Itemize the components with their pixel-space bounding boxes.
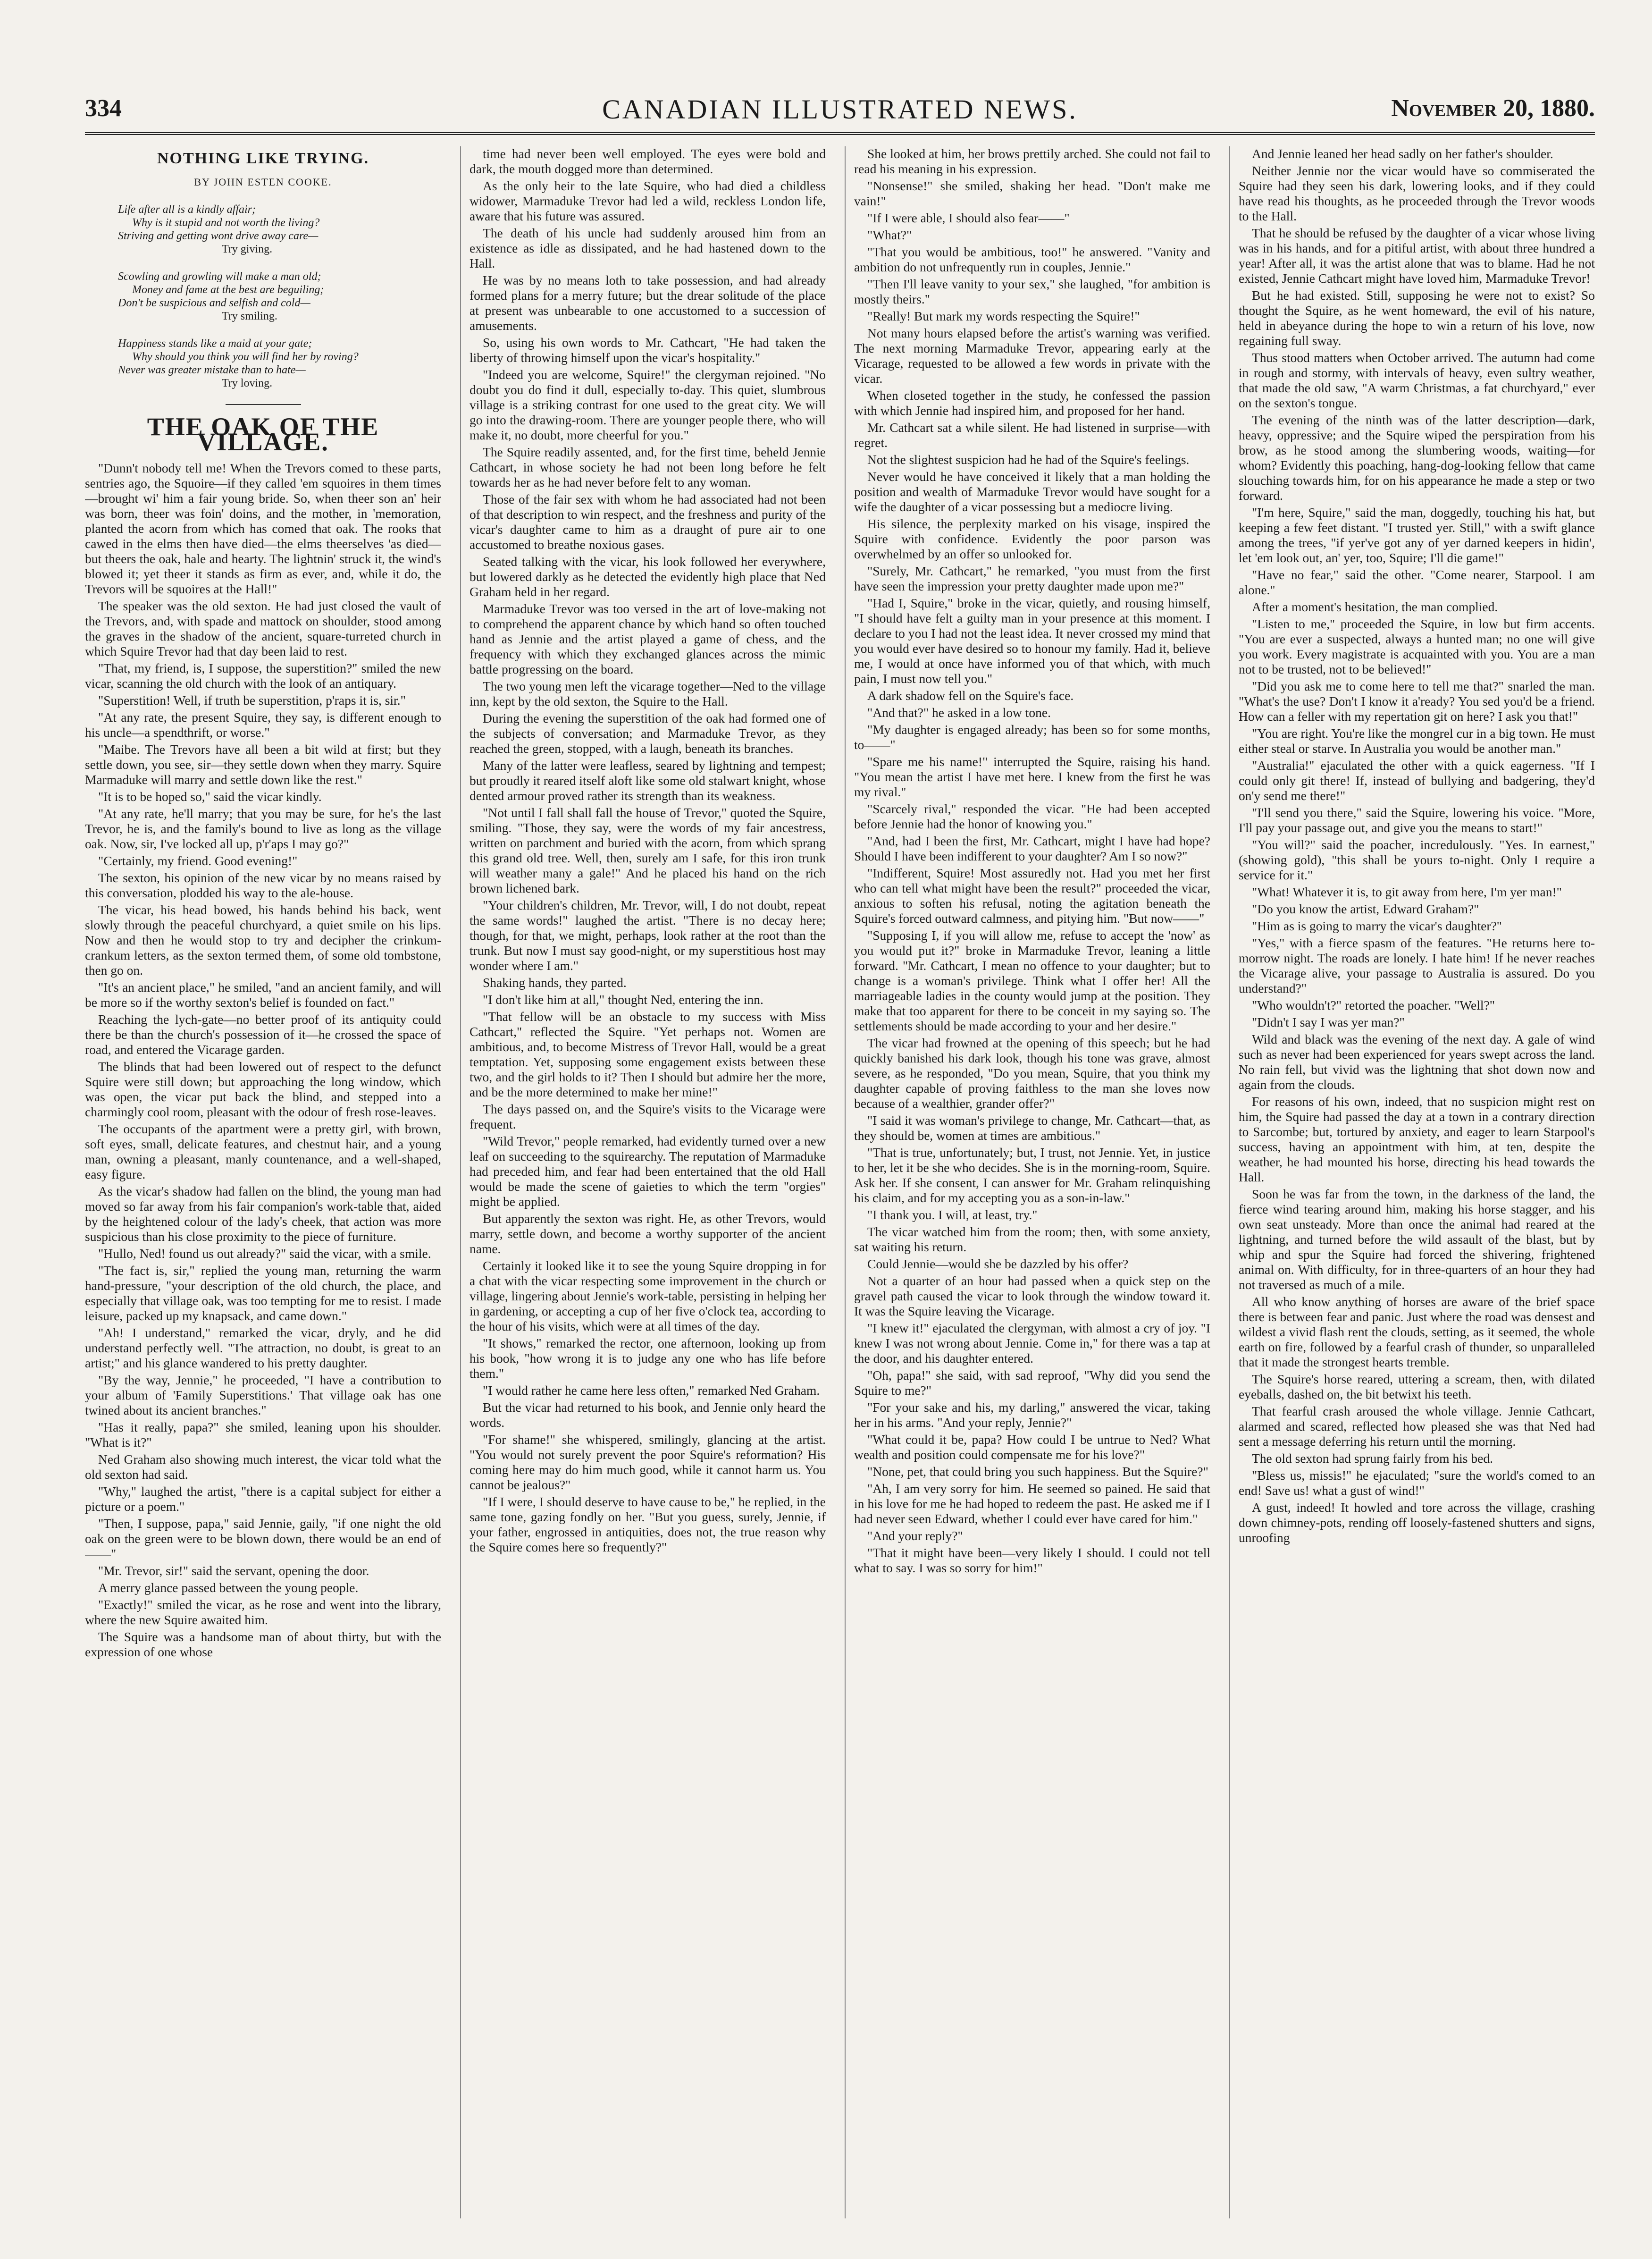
paragraph: "Why," laughed the artist, "there is a capital subject for either a picture or a poem." (85, 1484, 441, 1514)
paragraph: time had never been well employed. The eyes were bold and dark, the mouth dogged more than determined. (470, 146, 826, 176)
paragraph: "Has it really, papa?" she smiled, leaning upon his shoulder. "What is it?" (85, 1420, 441, 1450)
paragraph: "I would rather he came here less often," remarked Ned Graham. (483, 1383, 820, 1398)
paragraph: "Your children's children, Mr. Trevor, will, I do not doubt, repeat the same words!" laughed the artist. "There is no decay here; though, for that, we might, perhaps, look rather at the root than the trunk. But now I must say good-night, or my superstitious host may wonder where I am." (470, 898, 826, 973)
poem-line: Scowling and growling will make a man old; (118, 270, 321, 283)
paragraph: "Supposing I, if you will allow me, refuse to accept the 'now' as you would put it?" broke in Marmaduke Trevor, leaning a little forward. "Mr. Cathcart, I mean no offence to your daughter; but to change is a woman's privilege. Think what I offer her! All the marriageable ladies in the county would jump at the position. They make that too apparent for there to be conceit in my saying so. The settlements should be made according to your and her desire." (854, 928, 1210, 1033)
paragraph: "Dunn't nobody tell me! When the Trevors comed to these parts, sentries ago, the Squoire—if they called 'em squoires in them times—brought wi' him a fair young bride. So, when theer son an' heir was born, theer was foin' doins, and the mother, in 'memoration, planted the acorn from which has comed that oak. The rooks that cawed in the elms then have died—the elms theerselves 'as died—but theers the oak, hale and hearty. The lightnin' struck it, the wind's blowed it; yet theer it stands as firm as ever, and, while it do, the Trevors will be squoires at the Hall!" (85, 461, 441, 596)
paragraph: "It shows," remarked the rector, one afternoon, looking up from his book, "how wrong it is to judge any one who has life before them." (470, 1336, 826, 1381)
paragraph: "Exactly!" smiled the vicar, as he rose and went into the library, where the new Squire awaited him. (85, 1597, 441, 1627)
paragraph: Not many hours elapsed before the artist's warning was verified. The next morning Marmaduke Trevor, appearing early at the Vicarage, requested to be allowed a few words in private with the vicar. (854, 326, 1210, 386)
poem-line: Money and fame at the best are beguiling; (132, 284, 324, 296)
paragraph: "Ah! I understand," remarked the vicar, dryly, and he did understand perfectly well. "The attraction, no doubt, is great to an artist;" and his glance wandered to his pretty daughter. (85, 1325, 441, 1370)
paragraph: Seated talking with the vicar, his look followed her everywhere, but lowered darkly as he detected the evidently high place that Ned Graham held in her regard. (470, 554, 826, 599)
paragraph: "If I were able, I should also fear——" (867, 211, 1070, 225)
paragraph: "Hullo, Ned! found us out already?" said the vicar, with a smile. (98, 1246, 431, 1261)
newspaper-page (85, 90, 1595, 2223)
masthead (85, 90, 1595, 135)
poem-stanza (118, 270, 441, 323)
paragraph: "Oh, papa!" she said, with sad reproof, "Why did you send the Squire to me?" (854, 1368, 1210, 1398)
paragraph: "Scarcely rival," responded the vicar. "He had been accepted before Jennie had the honor of knowing you." (854, 801, 1210, 831)
paragraph: "I knew it!" ejaculated the clergyman, with almost a cry of joy. "I knew I was not wrong about Jennie. Come in," for there was a tap at the door, and his daughter entered. (854, 1321, 1210, 1366)
paragraph: The two young men left the vicarage together—Ned to the village inn, kept by the old sexton, the Squire to the Hall. (470, 679, 826, 708)
poem-line: Don't be suspicious and selfish and cold— (118, 297, 310, 309)
paragraph: "I'm here, Squire," said the man, doggedly, touching his hat, but keeping a few feet distant. "I trusted yer. Still," with a swift glance among the trees, "if yer've got any of yer darned keepers in hidin', let 'em look out, an' yer, too, Squire; I'll die game!" (1239, 505, 1595, 565)
paragraph: Not the slightest suspicion had he had of the Squire's feelings. (867, 452, 1190, 467)
paragraph: "I thank you. I will, at least, try." (867, 1207, 1038, 1222)
poem-stanza (118, 337, 441, 390)
column-1 (85, 146, 441, 2218)
column-2 (460, 146, 826, 2218)
poem-line: Why should you think you will find her by roving? (132, 351, 359, 363)
paragraph: "For your sake and his, my darling," answered the vicar, taking her in his arms. "And your reply, Jennie?" (854, 1400, 1210, 1430)
paragraph: The Squire's horse reared, uttering a scream, then, with dilated eyeballs, dashed on, the bit betwixt his teeth. (1239, 1372, 1595, 1401)
paragraph: "Him as is going to marry the vicar's daughter?" (1252, 919, 1502, 933)
paragraph: A dark shadow fell on the Squire's face. (867, 688, 1074, 703)
paragraph: "For shame!" she whispered, smilingly, glancing at the artist. "You would not surely prevent the poor Squire's reformation? His coming here may do him much good, while it cannot harm us. You cannot be jealous?" (470, 1432, 826, 1492)
poem-line: Try smiling. (222, 310, 277, 322)
paragraph: Shaking hands, they parted. (483, 975, 627, 990)
paragraph: The blinds that had been lowered out of respect to the defunct Squire were still down; but approaching the long window, which was open, the vicar put back the blind, and stepped into a charmingly cool room, pleasant with the odour of fresh rose-leaves. (85, 1059, 441, 1119)
paragraph: "And that?" he asked in a low tone. (867, 705, 1051, 720)
poem-line: Striving and getting wont drive away care— (118, 230, 319, 242)
paragraph: "Surely, Mr. Cathcart," he remarked, "you must from the first have seen the impression your pretty daughter made upon me?" (854, 564, 1210, 593)
paragraph: "My daughter is engaged already; has been so for some months, to——" (854, 722, 1210, 752)
paragraph: The Squire readily assented, and, for the first time, beheld Jennie Cathcart, in whose society he had not been long before he felt towards her as he had never before felt to any woman. (470, 445, 826, 489)
paragraph: "Bless us, missis!" he ejaculated; "sure the world's comed to an end! Save us! what a gust of wind!" (1239, 1468, 1595, 1498)
paragraph: The Squire was a handsome man of about thirty, but with the expression of one whose (85, 1629, 441, 1659)
paragraph: Ned Graham also showing much interest, the vicar told what the old sexton had said. (85, 1452, 441, 1482)
paragraph: The old sexton had sprung fairly from his bed. (1252, 1451, 1493, 1466)
paragraph: "And your reply?" (867, 1528, 963, 1543)
paragraph: "Indifferent, Squire! Most assuredly not. Had you met her first who can tell what might have been the result?" proceeded the vicar, anxious to soften his refusal, noting the agitation beneath the Squire's forced outward calmness, and pitying him. "But now——" (854, 866, 1210, 926)
paragraph: Soon he was far from the town, in the darkness of the land, the fierce wind tearing around him, making his horse stagger, and his own seat unsteady. More than once the animal had reared at the lightning, and turned before the wild assault of the blast, but by whip and spur the Squire had forced the shivering, frightened animal on. With difficulty, for in three-quarters of an hour they had not traversed as much of a mile. (1239, 1187, 1595, 1292)
paragraph: During the evening the superstition of the oak had formed one of the subjects of conversation; and Marmaduke Trevor, as they reached the green, stopped, with a laugh, beneath its branches. (470, 711, 826, 756)
paragraph: The days passed on, and the Squire's visits to the Vicarage were frequent. (470, 1102, 826, 1131)
divider (226, 404, 301, 405)
paragraph: "Yes," with a fierce spasm of the features. "He returns here to-morrow night. The roads are lonely. I hate him! If he never reaches the Vicarage alive, your passage to Australia is assured. Do you understand?" (1239, 936, 1595, 995)
paragraph: "That is true, unfortunately; but, I trust, not Jennie. Yet, in justice to her, let it be she who decides. She is in the morning-room, Squire. Ask her. If she consent, I can answer for Mr. Graham relinquishing his claim, and for my accepting you as a son-in-law." (854, 1145, 1210, 1205)
paragraph: "Certainly, my friend. Good evening!" (98, 853, 298, 868)
paragraph: The evening of the ninth was of the latter description—dark, heavy, oppressive; and the Squire wiped the perspiration from his brow, as he stood among the slumbering woods, waiting—for whom? Evidently this poaching, hang-dog-looking fellow that came slouching towards him, for on his appearance he made a step or two forward. (1239, 413, 1595, 503)
poem-line: Why is it stupid and not worth the living? (132, 217, 320, 229)
paragraph: But apparently the sexton was right. He, as other Trevors, would marry, settle down, and become a worthy supporter of the ancient name. (470, 1211, 826, 1256)
paragraph: "What?" (867, 228, 912, 242)
column-3 (845, 146, 1210, 2218)
paragraph: "Didn't I say I was yer man?" (1252, 1015, 1405, 1029)
paragraph: "I don't like him at all," thought Ned, entering the inn. (483, 992, 763, 1007)
paragraph: She looked at him, her brows prettily arched. She could not fail to read his meaning in his expression. (854, 146, 1210, 176)
paragraph: He was by no means loth to take possession, and had already formed plans for a merry future; but the drear solitude of the place at present was unbearable to one accustomed to a succession of amusements. (470, 273, 826, 333)
paragraph: The occupants of the apartment were a pretty girl, with brown, soft eyes, small, delicate features, and chestnut hair, and a young man, owning a pleasant, manly countenance, and a well-shaped, easy figure. (85, 1121, 441, 1181)
poem-line: Try giving. (222, 243, 273, 255)
paragraph: The speaker was the old sexton. He had just closed the vault of the Trevors, and, with spade and mattock on shoulder, stood among the graves in the shadow of the ancient, square-turreted church in which Squire Trevor had that day been laid to rest. (85, 598, 441, 658)
paragraph: "At any rate, the present Squire, they say, is different enough to his uncle—a spendthrift, or worse." (85, 710, 441, 740)
paragraph: "Did you ask me to come here to tell me that?" snarled the man. "What's the use? Don't I know it a'ready? You sed you'd be a friend. How can a feller with my repertation git on here? I ask you that!" (1239, 679, 1595, 724)
paragraph: Marmaduke Trevor was too versed in the art of love-making not to comprehend the apparent chance by which hand so often touched hand as Jennie and the artist played a game of chess, and the frequency with which they exchanged glances across the mimic battle progressing on the board. (470, 601, 826, 676)
paragraph: The vicar watched him from the room; then, with some anxiety, sat waiting his return. (854, 1224, 1210, 1254)
paragraph: "Mr. Trevor, sir!" said the servant, opening the door. (98, 1563, 369, 1578)
paragraph: A merry glance passed between the young people. (98, 1580, 359, 1595)
paragraph: "What! Whatever it is, to git away from here, I'm yer man!" (1252, 885, 1562, 899)
paragraph: Certainly it looked like it to see the young Squire dropping in for a chat with the vicar respecting some improvement in the church or village, lingering about Jennie's work-table, persisting in helping her in gardening, or accepting a cup of her five o'clock tea, according to the hour of his visits, which were at all times of the day. (470, 1258, 826, 1333)
paragraph: "None, pet, that could bring you such happiness. But the Squire?" (867, 1464, 1208, 1479)
paragraph: A gust, indeed! It howled and tore across the village, crashing down chimney-pots, rending off loosely-fastened shutters and signs, unroofing (1239, 1500, 1595, 1545)
paragraph: "I said it was woman's privilege to change, Mr. Cathcart—that, as they should be, women at times are ambitious." (854, 1113, 1210, 1143)
article-columns (85, 146, 1595, 2218)
paragraph: "Wild Trevor," people remarked, had evidently turned over a new leaf on succeeding to the squirearchy. The reputation of Marmaduke had preceded him, and fear had been entertained that the old Hall would be made the scene of gaieties to which the term "orgies" might be applied. (470, 1134, 826, 1209)
paragraph: When closeted together in the study, he confessed the passion with which Jennie had inspired him, and proposed for her hand. (854, 388, 1210, 418)
paragraph: "At any rate, he'll marry; that you may be sure, for he's the last Trevor, he is, and the family's bound to live as long as the village oak. Now, sir, I've locked all up, p'r'aps I may go?" (85, 806, 441, 851)
paragraph: "Really! But mark my words respecting the Squire!" (867, 309, 1140, 323)
paragraph: "That you would be ambitious, too!" he answered. "Vanity and ambition do not unfrequently run in couples, Jennie." (854, 244, 1210, 274)
paragraph: "Then I'll leave vanity to your sex," she laughed, "for ambition is mostly theirs." (854, 277, 1210, 306)
poem-line: Life after all is a kindly affair; (118, 203, 256, 216)
paragraph: Thus stood matters when October arrived. The autumn had come in rough and stormy, with intervals of heavy, even sultry weather, that made the old saw, "A warm Christmas, a fat churchyard," ever on the sexton's tongue. (1239, 350, 1595, 410)
paragraph: Never would he have conceived it likely that a man holding the position and wealth of Marmaduke Trevor would have sought for a wife the daughter of a vicar possessing but a mediocre living. (854, 469, 1210, 514)
poem-body (85, 203, 441, 390)
paragraph: But he had existed. Still, supposing he were not to exist? So thought the Squire, as he went homeward, the evil of his nature, held in abeyance during the hope to win a return of his love, now regaining full sway. (1239, 288, 1595, 348)
paragraph: "Australia!" ejaculated the other with a quick eagerness. "If I could only git there! If, instead of bullying and badgering, they'd on'y send me there!" (1239, 758, 1595, 803)
story-title: THE OAK OF THE VILLAGE. (147, 413, 379, 456)
paragraph: "If I were, I should deserve to have cause to be," he replied, in the same tone, gazing fondly on her. "But you guess, surely, Jennie, if your father, engrossed in antiquities, does not, the true reason why the Squire comes here so frequently?" (470, 1494, 826, 1554)
column-4-text (1239, 146, 1595, 1545)
paragraph: But the vicar had returned to his book, and Jennie only heard the words. (470, 1400, 826, 1430)
paragraph: "That it might have been—very likely I should. I could not tell what to say. I was so sorry for him!" (854, 1545, 1210, 1575)
column-1-text (85, 461, 441, 1660)
paragraph: "Have no fear," said the other. "Come nearer, Starpool. I am alone." (1239, 567, 1595, 597)
poem-author: BY JOHN ESTEN COOKE. (194, 176, 332, 188)
paragraph: After a moment's hesitation, the man complied. (1252, 599, 1498, 614)
paragraph: "Maibe. The Trevors have all been a bit wild at first; but they settle down, you see, sir—they settle down when they marry. Squire Marmaduke will marry and settle down like the rest." (85, 742, 441, 787)
column-3-text (854, 146, 1210, 1576)
paragraph: "And, had I been the first, Mr. Cathcart, might I have had hope? Should I have been indifferent to your daughter? Am I so now?" (854, 834, 1210, 863)
paragraph: "I'll send you there," said the Squire, lowering his voice. "More, I'll pay your passage out, and give you the means to start!" (1239, 805, 1595, 835)
paragraph: "Not until I fall shall fall the house of Trevor," quoted the Squire, smiling. "Those, they say, were the words of my fair ancestress, written on parchment and buried with the acorn, from which sprang this grand old tree. Well, then, surely am I safe, for this iron trunk will weather many a gale!" And he placed his hand on the rich brown lichened bark. (470, 805, 826, 895)
paragraph: "It is to be hoped so," said the vicar kindly. (98, 789, 322, 804)
paragraph: Mr. Cathcart sat a while silent. He had listened in surprise—with regret. (854, 420, 1210, 450)
paragraph: Not a quarter of an hour had passed when a quick step on the gravel path caused the vicar to look through the window toward it. It was the Squire leaving the Vicarage. (854, 1273, 1210, 1318)
poem-line: Happiness stands like a maid at your gate; (118, 337, 312, 350)
paragraph: All who know anything of horses are aware of the brief space there is between fear and panic. Just where the road was densest and wildest a vivid flash rent the clouds, setting, as it seemed, the whole earth on fire, followed by a fearful crash of thunder, so unparalleled that it made the strongest hearts tremble. (1239, 1294, 1595, 1369)
poem-title: NOTHING LIKE TRYING. (157, 150, 369, 167)
paragraph: Wild and black was the evening of the next day. A gale of wind such as never had been experienced for years swept across the land. No rain fell, but vivid was the lightning that shot down now and again from the clouds. (1239, 1032, 1595, 1092)
paragraph: The death of his uncle had suddenly aroused him from an existence as idle as dissipated, and he had hastened down to the Hall. (470, 226, 826, 270)
column-4 (1229, 146, 1595, 2218)
paragraph: "Do you know the artist, Edward Graham?" (1252, 902, 1479, 916)
paragraph: "Ah, I am very sorry for him. He seemed so pained. He said that in his love for me he had hoped to redeem the past. He asked me if I had never seen Edward, whether I could ever have cared for him." (854, 1481, 1210, 1526)
paragraph: So, using his own words to Mr. Cathcart, "He had taken the liberty of throwing himself upon the vicar's hospitality." (470, 335, 826, 365)
paragraph: The sexton, his opinion of the new vicar by no means raised by this conversation, plodded his way to the ale-house. (85, 870, 441, 900)
paragraph: And Jennie leaned her head sadly on her father's shoulder. (1252, 146, 1553, 161)
paragraph: That fearful crash aroused the whole village. Jennie Cathcart, alarmed and scared, reflected how pleased she was that Ned had sent a message deferring his return until the morning. (1239, 1404, 1595, 1449)
paragraph: "Who wouldn't?" retorted the poacher. "Well?" (1252, 998, 1495, 1012)
poem-stanza (118, 203, 441, 256)
paragraph: Neither Jennie nor the vicar would have so commiserated the Squire had they seen his dark, lowering looks, and if they could have read his thoughts, as he proceeded through the Trevor woods to the Hall. (1239, 163, 1595, 223)
paragraph: That he should be refused by the daughter of a vicar whose living was in his hands, and for a pitiful artist, with about three hundred a year! After all, it was the artist alone that was to blame. Had he not existed, Jennie Cathcart might have loved him, Marmaduke Trevor! (1239, 226, 1595, 286)
paragraph: "Then, I suppose, papa," said Jennie, gaily, "if one night the old oak on the green were to be blown down, there would be an end of——" (85, 1516, 441, 1561)
paragraph: The vicar had frowned at the opening of this speech; but he had quickly banished his dark look, though his tone was grave, almost severe, as he responded, "Do you mean, Squire, that you think my daughter capable of proving faithless to the man she loves now because of a wealthier, grander offer?" (854, 1036, 1210, 1111)
paragraph: "Nonsense!" she smiled, shaking her head. "Don't make me vain!" (854, 178, 1210, 208)
paragraph: "You will?" said the poacher, incredulously. "Yes. In earnest," (showing gold), "this shall be yours to-night. Only I require a service for it." (1239, 837, 1595, 882)
paragraph: "You are right. You're like the mongrel cur in a big town. He must either steal or starve. In Australia you would be another man." (1239, 726, 1595, 756)
paragraph: The vicar, his head bowed, his hands behind his back, went slowly through the peaceful churchyard, a quiet smile on his lips. Now and then he would stop to try and decipher the crinkum-crankum letters, as the sexton termed them, of some old tombstone, then go on. (85, 902, 441, 978)
page-number: 334 (85, 95, 122, 122)
paragraph: "That, my friend, is, I suppose, the superstition?" smiled the new vicar, scanning the old church with the look of an antiquary. (85, 661, 441, 691)
paragraph: Those of the fair sex with whom he had associated had not been of that description to win respect, and the freshness and purity of the vicar's daughter came to him as a draught of pure air to one accustomed to breathe noxious gases. (470, 492, 826, 552)
issue-date: November 20, 1880. (1391, 95, 1595, 122)
paragraph: "What could it be, papa? How could I be untrue to Ned? What wealth and position could compensate me for his love?" (854, 1432, 1210, 1462)
paragraph: "The fact is, sir," replied the young man, returning the warm hand-pressure, "your description of the old church, the place, and especially that village oak, was too tempting for me to resist. I made leisure, packed up my knapsack, and came down." (85, 1263, 441, 1323)
paragraph: Reaching the lych-gate—no better proof of its antiquity could there be than the church's possession of it—he crossed the space of road, and entered the Vicarage garden. (85, 1012, 441, 1057)
poem-line: Try loving. (222, 377, 273, 389)
paragraph: "Spare me his name!" interrupted the Squire, raising his hand. "You mean the artist I have met here. I knew from the first he was my rival." (854, 754, 1210, 799)
column-2-text (470, 146, 826, 1555)
paragraph: Could Jennie—would she be dazzled by his offer? (867, 1256, 1129, 1271)
paragraph: As the only heir to the late Squire, who had died a childless widower, Marmaduke Trevor had led a wild, reckless London life, aware that his future was assured. (470, 178, 826, 223)
paragraph: "Listen to me," proceeded the Squire, in low but firm accents. "You are ever a suspected, always a hunted man; no one will give you work. Every magistrate is acquainted with you. You are a man not to be trusted, not to be believed!" (1239, 616, 1595, 676)
paragraph: "By the way, Jennie," he proceeded, "I have a contribution to your album of 'Family Superstitions.' That village oak has one twined about its ancient branches." (85, 1373, 441, 1417)
paragraph: Many of the latter were leafless, seared by lightning and tempest; but proudly it reared itself aloft like some old stalwart knight, whose dented armour proved rather its strength than its weakness. (470, 758, 826, 803)
paragraph: For reasons of his own, indeed, that no suspicion might rest on him, the Squire had passed the day at a town in a contrary direction to Sarcombe; but, tortured by anxiety, and eager to learn Starpool's success, having an appointment with him, at ten, despite the weather, he had mounted his horse, directing his head towards the Hall. (1239, 1094, 1595, 1184)
paragraph: "Had I, Squire," broke in the vicar, quietly, and rousing himself, "I should have felt a guilty man in your presence at this moment. I declare to you I had not the least idea. It never crossed my mind that you would ever have desired so to honour my family. Had it, believe me, I would at once have informed you of that which, with much pain, I must now tell you." (854, 596, 1210, 686)
paragraph: "It's an ancient place," he smiled, "and an ancient family, and will be more so if the worthy sexton's belief is founded on fact." (85, 980, 441, 1010)
paragraph: "Superstition! Well, if truth be superstition, p'raps it is, sir." (98, 693, 406, 708)
paragraph: His silence, the perplexity marked on his visage, inspired the Squire with confidence. Evidently the poor parson was overwhelmed by an offer so unlooked for. (854, 516, 1210, 561)
poem-line: Never was greater mistake than to hate— (118, 364, 306, 376)
publication-title: CANADIAN ILLUSTRATED NEWS. (602, 94, 1078, 125)
paragraph: "Indeed you are welcome, Squire!" the clergyman rejoined. "No doubt you do find it dull, especially to-day. This quiet, slumbrous village is a striking contrast for one used to the great city. We will go into the drawing-room. There are younger people there, who will make it, no doubt, more cheerful for you." (470, 367, 826, 442)
paragraph: "That fellow will be an obstacle to my success with Miss Cathcart," reflected the Squire. "Yet perhaps not. Women are ambitious, and, to become Mistress of Trevor Hall, would be a great temptation. Yet, supposing some engagement exists between these two, and the girl holds to it? Then I should but admire her the more, and be the more determined to make her mine!" (470, 1009, 826, 1099)
paragraph: As the vicar's shadow had fallen on the blind, the young man had moved so far away from his fair companion's work-table that, aided by the heightened colour of the lady's cheek, that action was more suspicious than his close proximity to the piece of furniture. (85, 1184, 441, 1244)
